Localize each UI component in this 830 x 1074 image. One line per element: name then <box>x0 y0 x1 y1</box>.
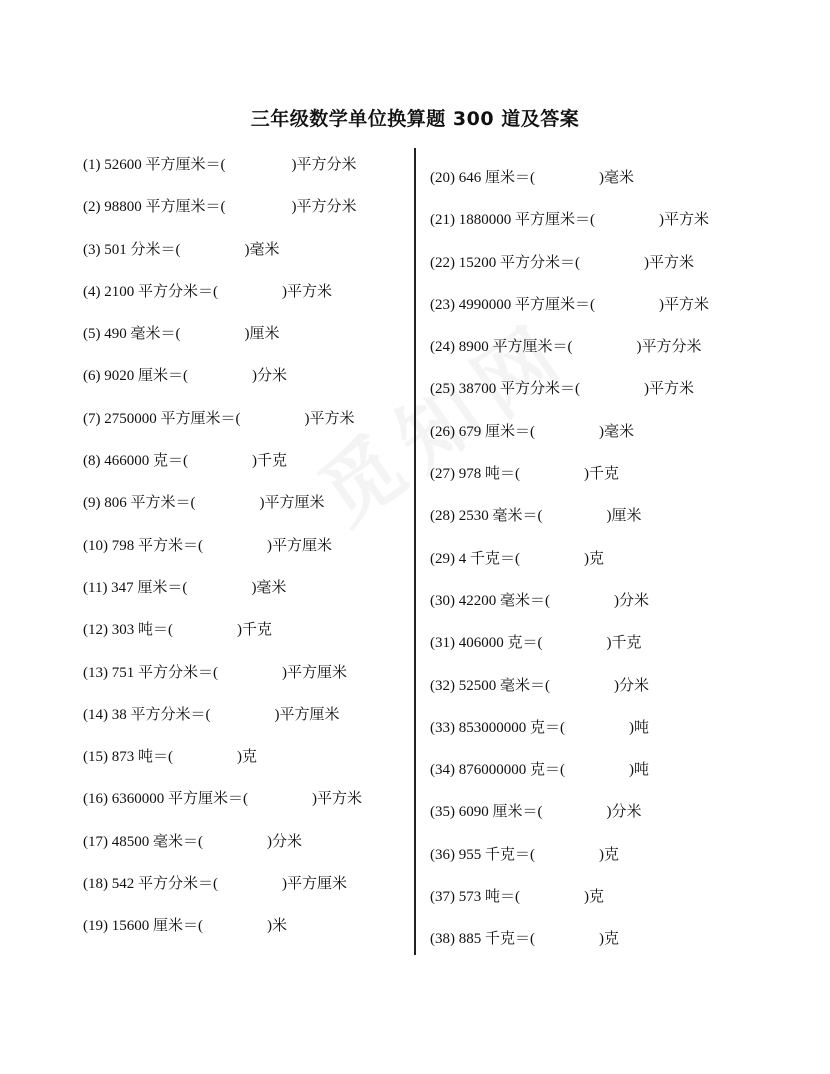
problem-unit: )毫米 <box>251 579 287 596</box>
problem-question: (13) 751 平方分米＝( <box>83 664 218 681</box>
problem-item <box>430 758 709 800</box>
problem-item <box>83 534 362 576</box>
problem-item <box>430 208 709 250</box>
problem-item <box>430 462 709 504</box>
problem-item <box>430 631 709 673</box>
problem-question: (10) 798 平方米＝( <box>83 537 203 554</box>
problem-unit: )平方米 <box>282 283 332 300</box>
problem-question: (5) 490 毫米＝( <box>83 326 181 343</box>
problem-unit: )平方米 <box>659 296 709 313</box>
right-problem-list <box>430 166 709 970</box>
problem-item <box>83 238 362 280</box>
problem-unit: )分米 <box>614 677 649 694</box>
problem-item <box>83 280 362 322</box>
problem-question: (29) 4 千克＝( <box>430 550 520 567</box>
problem-unit: )平方厘米 <box>282 664 347 681</box>
problem-item <box>83 661 362 703</box>
problem-unit: )平方米 <box>644 381 694 398</box>
problem-item <box>430 927 709 969</box>
column-divider <box>414 148 416 955</box>
problem-item <box>83 322 362 364</box>
problem-question: (31) 406000 克＝( <box>430 635 543 652</box>
problem-item <box>83 153 362 195</box>
problem-unit: )克 <box>237 749 257 766</box>
problem-item <box>430 293 709 335</box>
problem-question: (11) 347 厘米＝( <box>83 579 188 596</box>
problem-item <box>430 166 709 208</box>
left-problem-list <box>83 153 362 957</box>
problem-item <box>83 703 362 745</box>
problem-question: (4) 2100 平方分米＝( <box>83 283 218 300</box>
problem-item <box>430 674 709 716</box>
problem-question: (37) 573 吨＝( <box>430 889 520 906</box>
problem-question: (12) 303 吨＝( <box>83 622 173 639</box>
problem-unit: )平方米 <box>644 254 694 271</box>
problem-item <box>430 885 709 927</box>
problem-item <box>83 830 362 872</box>
problem-unit: )吨 <box>629 719 649 736</box>
problem-question: (3) 501 分米＝( <box>83 241 181 258</box>
problem-unit: )平方米 <box>312 791 362 808</box>
problem-question: (25) 38700 平方分米＝( <box>430 381 580 398</box>
problem-unit: )平方米 <box>659 212 709 229</box>
problem-question: (23) 4990000 平方厘米＝( <box>430 296 595 313</box>
problem-item <box>83 195 362 237</box>
problem-unit: )克 <box>584 550 604 567</box>
problem-question: (21) 1880000 平方厘米＝( <box>430 212 595 229</box>
problem-unit: )毫米 <box>599 170 634 186</box>
problem-unit: )米 <box>267 918 287 935</box>
problem-item <box>430 504 709 546</box>
problem-question: (24) 8900 平方厘米＝( <box>430 339 573 356</box>
problem-question: (15) 873 吨＝( <box>83 749 173 766</box>
problem-item <box>430 377 709 419</box>
problem-question: (33) 853000000 克＝( <box>430 719 565 736</box>
problem-question: (17) 48500 毫米＝( <box>83 833 203 850</box>
problem-unit: )分米 <box>606 804 642 821</box>
problem-unit: )千克 <box>237 622 272 639</box>
page-title: 三年级数学单位换算题 300 道及答案 <box>250 108 580 130</box>
problem-unit: )平方分米 <box>291 199 357 216</box>
problem-question: (30) 42200 毫米＝( <box>430 592 550 609</box>
problem-item <box>430 547 709 589</box>
problem-unit: )克 <box>599 931 619 948</box>
problem-unit: )分米 <box>252 368 287 385</box>
problem-unit: )平方厘米 <box>259 495 325 512</box>
problem-unit: )平方分米 <box>291 157 357 173</box>
problem-unit: )分米 <box>267 833 302 850</box>
problem-question: (26) 679 厘米＝( <box>430 423 535 440</box>
problem-item <box>430 716 709 758</box>
problem-item <box>430 843 709 885</box>
problem-unit: )平方厘米 <box>274 706 340 723</box>
problem-unit: )平方厘米 <box>282 876 347 893</box>
problem-unit: )厘米 <box>606 508 642 525</box>
problem-item <box>430 335 709 377</box>
problem-question: (2) 98800 平方厘米＝( <box>83 199 226 216</box>
problem-question: (27) 978 吨＝( <box>430 466 520 483</box>
problem-question: (34) 876000000 克＝( <box>430 762 565 779</box>
problem-question: (16) 6360000 平方厘米＝( <box>83 791 248 808</box>
problem-unit: )千克 <box>584 466 619 483</box>
problem-unit: )千克 <box>606 635 642 652</box>
problem-question: (32) 52500 毫米＝( <box>430 677 550 694</box>
problem-item <box>83 407 362 449</box>
problem-item <box>83 787 362 829</box>
problem-item <box>83 745 362 787</box>
problem-unit: )平方分米 <box>636 339 702 356</box>
problem-item <box>430 589 709 631</box>
problem-item <box>83 449 362 491</box>
problem-unit: )分米 <box>614 592 649 609</box>
problem-question: (19) 15600 厘米＝( <box>83 918 203 935</box>
problem-question: (8) 466000 克＝( <box>83 453 188 470</box>
problem-unit: )克 <box>584 889 604 906</box>
problem-question: (14) 38 平方分米＝( <box>83 706 211 723</box>
problem-unit: )千克 <box>252 453 287 470</box>
problem-question: (7) 2750000 平方厘米＝( <box>83 410 241 427</box>
problem-item <box>83 914 362 956</box>
problem-unit: )平方厘米 <box>267 537 332 554</box>
problem-item <box>83 364 362 406</box>
problem-unit: )毫米 <box>599 423 634 440</box>
problem-question: (6) 9020 厘米＝( <box>83 368 188 385</box>
problem-question: (36) 955 千克＝( <box>430 846 535 863</box>
problem-question: (9) 806 平方米＝( <box>83 495 196 512</box>
problem-unit: )厘米 <box>244 326 280 343</box>
problem-item <box>430 420 709 462</box>
problem-item <box>83 576 362 618</box>
problem-item <box>83 618 362 660</box>
problem-question: (22) 15200 平方分米＝( <box>430 254 580 271</box>
problem-unit: )毫米 <box>244 241 280 258</box>
problem-question: (18) 542 平方分米＝( <box>83 876 218 893</box>
problem-question: (20) 646 厘米＝( <box>430 170 535 186</box>
problem-item <box>430 251 709 293</box>
problem-item <box>430 800 709 842</box>
problem-unit: )克 <box>599 846 619 863</box>
problem-question: (38) 885 千克＝( <box>430 931 535 948</box>
problem-item <box>83 491 362 533</box>
problem-question: (1) 52600 平方厘米＝( <box>83 157 226 173</box>
problem-question: (35) 6090 厘米＝( <box>430 804 543 821</box>
problem-item <box>83 872 362 914</box>
problem-unit: )吨 <box>629 762 649 779</box>
problem-unit: )平方米 <box>304 410 355 427</box>
problem-question: (28) 2530 毫米＝( <box>430 508 543 525</box>
